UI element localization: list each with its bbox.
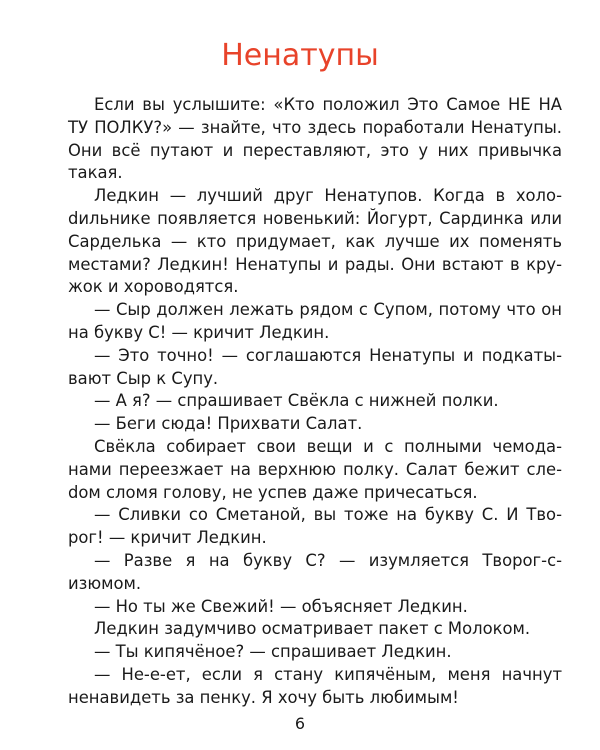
paragraph: — А я? — спрашивает Свёкла с нижней полки. (94, 391, 499, 411)
paragraph: Если вы услышите: «Кто положил Это Самое НЕ НА ТУ ПОЛКУ?» — знайте, что здесь поработали Ненатупы. Они всё путают и переставляют, это у них привычка такая. (68, 95, 562, 183)
paragraph: — Но ты же Свежий! — объясняет Ледкин. (94, 596, 468, 616)
paragraph: Ледкин — лучший друг Ненатупов. Когда в холоdильнике появляется новенький: Йогурт, Сардинка или Сарделька — кто придумает, как лучше их поменять местами? Ледкин! Ненатупы и рады. Они встают в кружок и хороводятся. (68, 186, 562, 297)
chapter-title: Ненатупы (221, 38, 379, 73)
paragraph: — Это точно! — соглашаются Ненатупы и подкатывают Сыр к Супу. (68, 345, 562, 388)
paragraph: — Сыр должен лежать рядом с Супом, потому что он на букву С! — кричит Ледкин. (68, 300, 562, 342)
paragraph: — Ты кипячёное? — спрашивает Ледкин. (94, 642, 452, 662)
page-number: 6 (294, 714, 306, 733)
paragraph: — Сливки со Сметаной, вы тоже на букву С. И Творог! — кричит Ледкин. (68, 505, 562, 548)
paragraph: — Беги сюда! Прихвати Салат. (94, 414, 363, 434)
paragraph: — Разве я на букву С? — изумляется Творог-с-изюмом. (68, 550, 562, 593)
paragraph: Ледкин задумчиво осматривает пакет с Молоком. (94, 619, 531, 639)
paragraph: Свёкла собирает свои вещи и с полными чемоданами переезжает на верхнюю полку. Салат бежит слеdом сломя голову, не успев даже причесаться. (68, 436, 562, 502)
paragraph: — Не-е-ет, если я стану кипячёным, меня начнут ненавидеть за пенку. Я хочу быть любимым! (68, 664, 562, 707)
story-text (68, 94, 562, 710)
